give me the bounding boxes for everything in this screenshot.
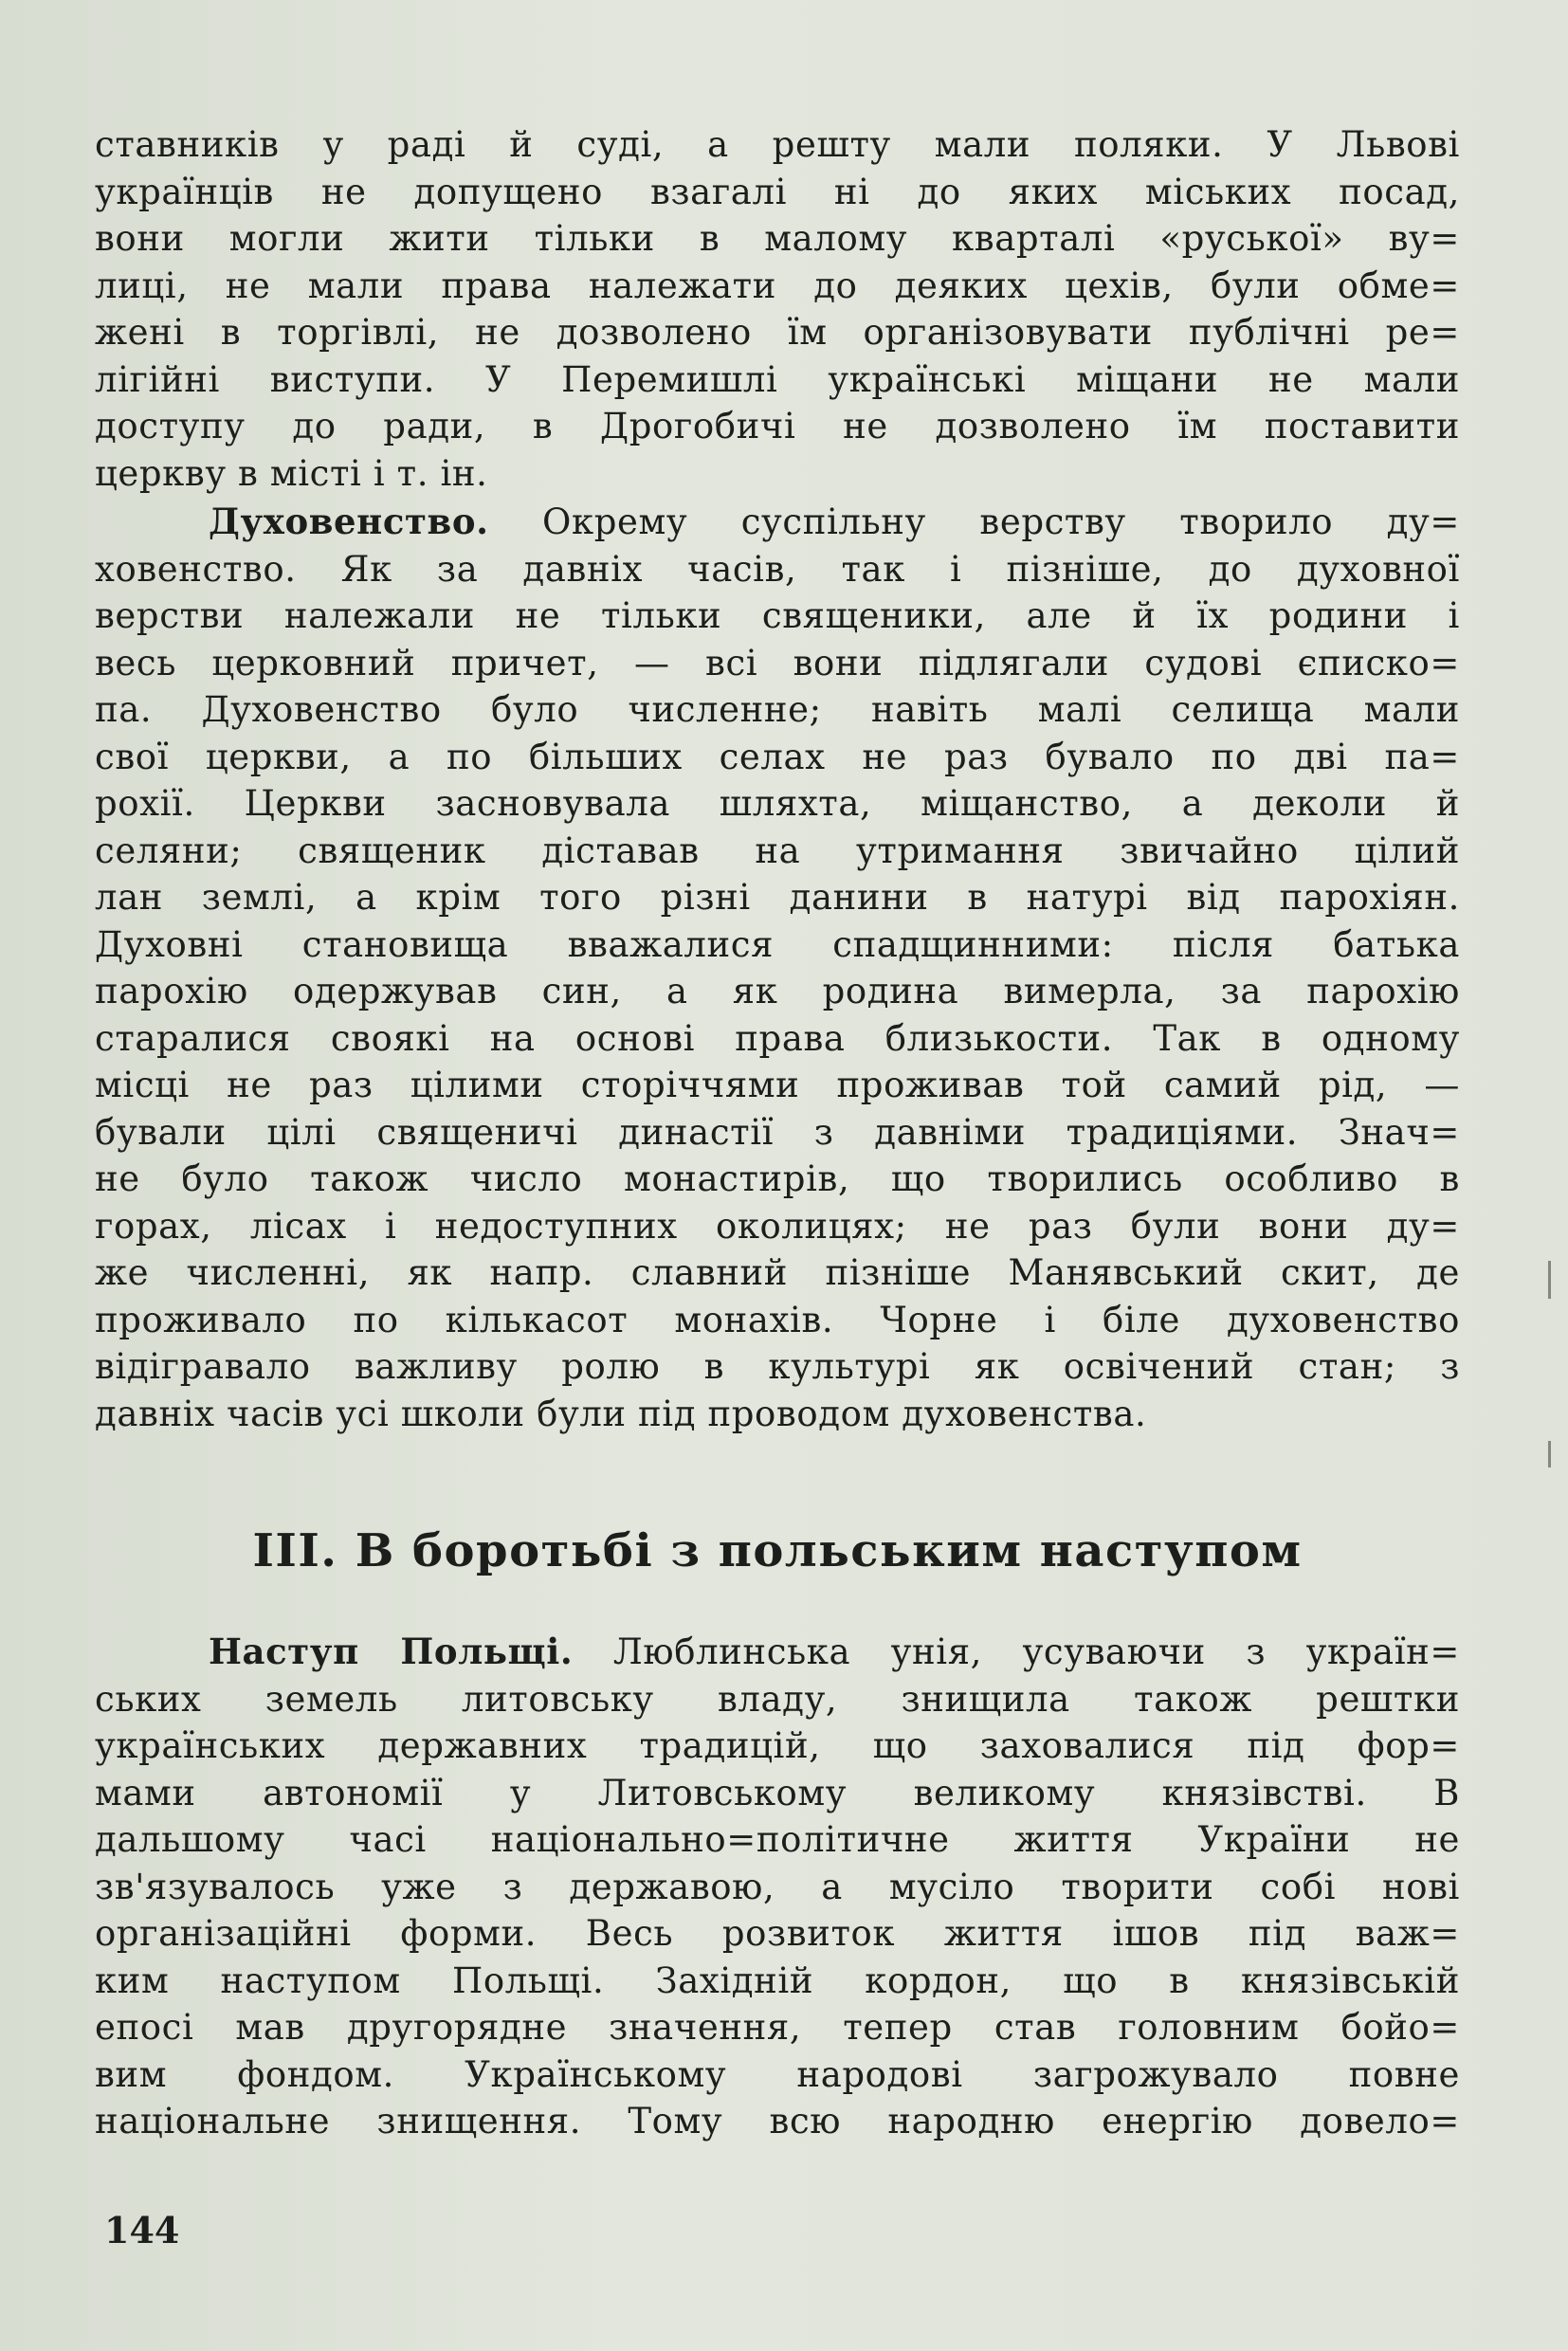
- text-line: вим фондом. Українському народові загрожувало повне: [95, 2053, 1460, 2095]
- text-line: свої церкви, а по більших селах не раз бувало по дві па=: [95, 736, 1460, 777]
- text-line: лігійні виступи. У Перемишлі українські міщани не мали: [95, 358, 1460, 400]
- text-line: лан землі, а крім того різні данини в натурі від парохіян.: [95, 877, 1460, 918]
- text-line: ховенство. Як за давніх часів, так і пізніше, до духовної: [95, 548, 1460, 590]
- paragraph-first-line-text: Люблинська унія, усуваючи з україн=: [573, 1631, 1460, 1672]
- text-line: же численні, як напр. славний пізніше Манявський скит, де: [95, 1252, 1460, 1293]
- paragraph-first-line: [95, 499, 1460, 546]
- text-line: українців не допущено взагалі ні до яких міських посад,: [95, 171, 1460, 212]
- text-line: селяни; священик діставав на утримання звичайно цілий: [95, 829, 1460, 871]
- text-line: горах, лісах і недоступних околицях; не раз були вони ду=: [95, 1205, 1460, 1247]
- text-line: не було також число монастирів, що творились особливо в: [95, 1158, 1460, 1199]
- text-line: старалися своякі на основі права близькости. Так в одному: [95, 1017, 1460, 1059]
- text-line: вони могли жити тільки в малому кварталі «руської» ву=: [95, 218, 1460, 259]
- paragraph-lead-term: Наступ Польщі.: [209, 1631, 574, 1672]
- text-line: відігравало важливу ролю в культурі як освічений стан; з: [95, 1346, 1460, 1387]
- text-line: ким наступом Польщі. Західній кордон, що в князівській: [95, 1959, 1460, 2001]
- text-line: національне знищення. Тому всю народню енергію довело=: [95, 2101, 1460, 2141]
- text-line: па. Духовенство було численне; навіть малі селища мали: [95, 689, 1460, 730]
- text-line: давніх часів усі школи були під проводом духовенства.: [95, 1393, 1147, 1434]
- text-line: епосі мав другорядне значення, тепер став головним бойо=: [95, 2007, 1460, 2048]
- text-line: церкву в місті і т. ін.: [95, 452, 488, 494]
- text-line: ських земель литовську владу, знищила також рештки: [95, 1678, 1460, 1720]
- text-line: мами автономії у Литовському великому князівстві. В: [95, 1772, 1460, 1813]
- text-line: верстви належали не тільки священики, але й їх родини і: [95, 595, 1460, 636]
- paragraph-lead-term: Духовенство.: [209, 501, 489, 542]
- text-line: жені в торгівлі, не дозволено їм організовувати публічні ре=: [95, 312, 1460, 353]
- paragraph-town-rights: [95, 121, 1460, 497]
- text-line: дальшому часі національно=політичне життя України не: [95, 1819, 1460, 1860]
- text-line: Духовні становища вважалися спадщинними: після батька: [95, 923, 1460, 965]
- text-line: проживало по кількасот монахів. Чорне і біле духовенство: [95, 1299, 1460, 1340]
- text-line: рохії. Церкви засновувала шляхта, міщанство, а деколи й: [95, 783, 1460, 824]
- scan-edge-mark: [1548, 1441, 1551, 1467]
- text-line: місці не раз цілими сторіччями проживав той самий рід, —: [95, 1065, 1460, 1105]
- paragraph-first-line-text: Окрему суспільну верству творило ду=: [488, 501, 1460, 542]
- scan-edge-mark: [1548, 1261, 1551, 1299]
- text-line: бували цілі священичі династії з давніми традиціями. Знач=: [95, 1111, 1460, 1153]
- section-heading: III. В боротьбі з польським наступом: [252, 1524, 1303, 1577]
- text-line: ставників у раді й суді, а решту мали поляки. У Львові: [95, 124, 1460, 165]
- text-line: доступу до ради, в Дрогобичі не дозволено їм поставити: [95, 406, 1460, 447]
- text-line: лиці, не мали права належати до деяких цехів, були обме=: [95, 264, 1460, 306]
- paragraph-first-line: [95, 1629, 1460, 1676]
- paragraph-polish-offensive: [95, 1629, 1460, 2145]
- paragraph-clergy: [95, 499, 1460, 1437]
- text-line: парохію одержував син, а як родина вимерла, за парохію: [95, 971, 1460, 1011]
- text-line: весь церковний причет, — всі вони підлягали судові єписко=: [95, 642, 1460, 683]
- page-number: 144: [104, 2209, 180, 2251]
- text-line: організаційні форми. Весь розвиток життя ішов під важ=: [95, 1913, 1460, 1954]
- text-line: українських державних традицій, що заховалися під фор=: [95, 1725, 1460, 1766]
- text-line: зв'язувалось уже з державою, а мусіло творити собі нові: [95, 1866, 1460, 1907]
